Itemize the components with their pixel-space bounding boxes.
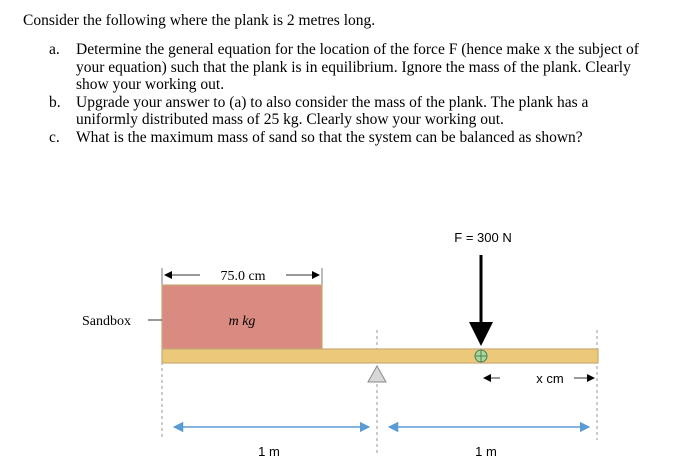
sandbox-mass-label: m kg xyxy=(228,314,256,329)
part-marker: a. xyxy=(49,41,60,58)
right-span-label: 1 m xyxy=(475,444,497,459)
force-label: F = 300 N xyxy=(454,230,512,245)
part-marker: c. xyxy=(49,128,60,146)
x-distance-label: x cm xyxy=(536,371,564,386)
left-span-label: 1 m xyxy=(258,444,280,459)
question-intro: Consider the following where the plank is 2 metres long. xyxy=(23,12,376,29)
sandbox-label: Sandbox xyxy=(82,314,131,329)
part-text: Determine the general equation for the location of the force F (hence make x the subject of your equation) such that the plank is in equilibrium. Ignore the mass of the plank. Clearly show your working out. xyxy=(76,41,639,93)
part-text: What is the maximum mass of sand so that the system can be balanced as shown? xyxy=(76,128,583,146)
plank xyxy=(162,349,598,363)
force-point-icon xyxy=(475,350,487,362)
part-marker: b. xyxy=(49,93,61,111)
sandbox-width-label: 75.0 cm xyxy=(220,269,266,284)
part-text: Upgrade your answer to (a) to also consider the mass of the plank. The plank has a uniformly distributed mass of 25 kg. Clearly show your working out. xyxy=(76,93,589,128)
pivot-triangle xyxy=(368,366,386,382)
